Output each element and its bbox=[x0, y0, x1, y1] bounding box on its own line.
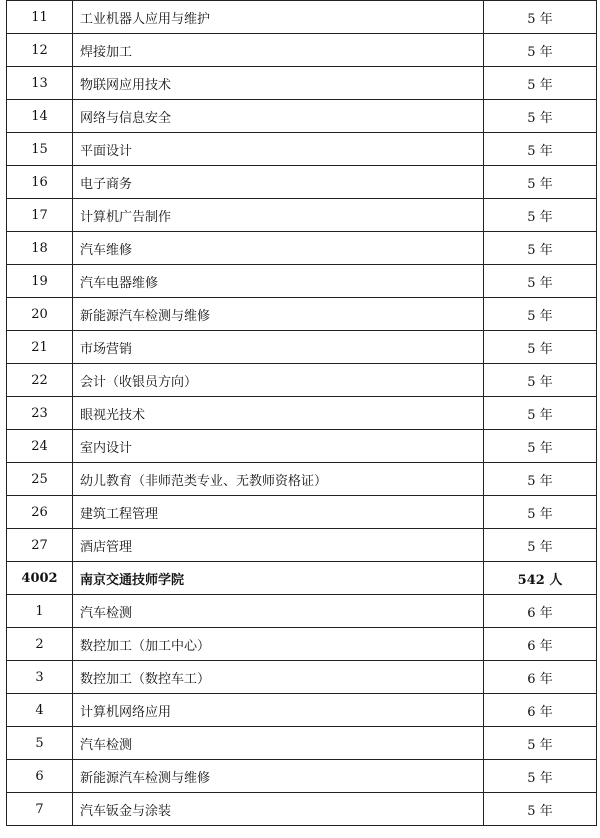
table-row bbox=[7, 793, 597, 826]
duration-cell: 542 人 bbox=[484, 562, 597, 595]
row-number-cell: 23 bbox=[7, 397, 73, 430]
table-row bbox=[7, 727, 597, 760]
duration-cell: 5 年 bbox=[484, 430, 597, 463]
duration-cell: 5 年 bbox=[484, 133, 597, 166]
table-row bbox=[7, 331, 597, 364]
duration-cell: 5 年 bbox=[484, 199, 597, 232]
table-row bbox=[7, 298, 597, 331]
major-name-cell: 酒店管理 bbox=[73, 529, 484, 562]
major-name-cell: 新能源汽车检测与维修 bbox=[73, 760, 484, 793]
row-number-cell: 24 bbox=[7, 430, 73, 463]
majors-table bbox=[6, 0, 597, 826]
row-number-cell: 16 bbox=[7, 166, 73, 199]
row-number-cell: 20 bbox=[7, 298, 73, 331]
row-number-cell: 4002 bbox=[7, 562, 73, 595]
duration-cell: 5 年 bbox=[484, 793, 597, 826]
major-name-cell: 数控加工（加工中心） bbox=[73, 628, 484, 661]
duration-cell: 5 年 bbox=[484, 34, 597, 67]
table-row bbox=[7, 1, 597, 34]
duration-cell: 5 年 bbox=[484, 232, 597, 265]
duration-cell: 5 年 bbox=[484, 760, 597, 793]
duration-cell: 6 年 bbox=[484, 628, 597, 661]
major-name-cell: 焊接加工 bbox=[73, 34, 484, 67]
table-row bbox=[7, 364, 597, 397]
major-name-cell: 汽车电器维修 bbox=[73, 265, 484, 298]
row-number-cell: 3 bbox=[7, 661, 73, 694]
table-row bbox=[7, 265, 597, 298]
table-row bbox=[7, 760, 597, 793]
table-row bbox=[7, 67, 597, 100]
duration-cell: 5 年 bbox=[484, 1, 597, 34]
row-number-cell: 21 bbox=[7, 331, 73, 364]
row-number-cell: 27 bbox=[7, 529, 73, 562]
duration-cell: 5 年 bbox=[484, 463, 597, 496]
duration-cell: 5 年 bbox=[484, 166, 597, 199]
table-body bbox=[7, 1, 597, 826]
major-name-cell: 会计（收银员方向） bbox=[73, 364, 484, 397]
row-number-cell: 2 bbox=[7, 628, 73, 661]
duration-cell: 6 年 bbox=[484, 595, 597, 628]
row-number-cell: 19 bbox=[7, 265, 73, 298]
major-name-cell: 物联网应用技术 bbox=[73, 67, 484, 100]
row-number-cell: 5 bbox=[7, 727, 73, 760]
major-name-cell: 市场营销 bbox=[73, 331, 484, 364]
major-name-cell: 建筑工程管理 bbox=[73, 496, 484, 529]
row-number-cell: 26 bbox=[7, 496, 73, 529]
duration-cell: 5 年 bbox=[484, 529, 597, 562]
major-name-cell: 汽车钣金与涂装 bbox=[73, 793, 484, 826]
duration-cell: 5 年 bbox=[484, 331, 597, 364]
table-row bbox=[7, 496, 597, 529]
row-number-cell: 11 bbox=[7, 1, 73, 34]
row-number-cell: 4 bbox=[7, 694, 73, 727]
duration-cell: 5 年 bbox=[484, 364, 597, 397]
row-number-cell: 14 bbox=[7, 100, 73, 133]
duration-cell: 6 年 bbox=[484, 694, 597, 727]
major-name-cell: 汽车维修 bbox=[73, 232, 484, 265]
table-row bbox=[7, 232, 597, 265]
row-number-cell: 6 bbox=[7, 760, 73, 793]
row-number-cell: 18 bbox=[7, 232, 73, 265]
major-name-cell: 眼视光技术 bbox=[73, 397, 484, 430]
major-name-cell: 平面设计 bbox=[73, 133, 484, 166]
duration-cell: 5 年 bbox=[484, 727, 597, 760]
table-row bbox=[7, 628, 597, 661]
row-number-cell: 13 bbox=[7, 67, 73, 100]
duration-cell: 5 年 bbox=[484, 100, 597, 133]
major-name-cell: 数控加工（数控车工） bbox=[73, 661, 484, 694]
row-number-cell: 22 bbox=[7, 364, 73, 397]
row-number-cell: 17 bbox=[7, 199, 73, 232]
duration-cell: 5 年 bbox=[484, 265, 597, 298]
duration-cell: 6 年 bbox=[484, 661, 597, 694]
major-name-cell: 网络与信息安全 bbox=[73, 100, 484, 133]
row-number-cell: 15 bbox=[7, 133, 73, 166]
table-row bbox=[7, 694, 597, 727]
table-row bbox=[7, 661, 597, 694]
table-row bbox=[7, 397, 597, 430]
school-row bbox=[7, 562, 597, 595]
table-row bbox=[7, 34, 597, 67]
duration-cell: 5 年 bbox=[484, 67, 597, 100]
table-row bbox=[7, 133, 597, 166]
major-name-cell: 电子商务 bbox=[73, 166, 484, 199]
major-name-cell: 工业机器人应用与维护 bbox=[73, 1, 484, 34]
major-name-cell: 汽车检测 bbox=[73, 727, 484, 760]
duration-cell: 5 年 bbox=[484, 298, 597, 331]
major-name-cell: 汽车检测 bbox=[73, 595, 484, 628]
table-row bbox=[7, 166, 597, 199]
duration-cell: 5 年 bbox=[484, 496, 597, 529]
row-number-cell: 7 bbox=[7, 793, 73, 826]
duration-cell: 5 年 bbox=[484, 397, 597, 430]
major-name-cell: 计算机网络应用 bbox=[73, 694, 484, 727]
table-row bbox=[7, 595, 597, 628]
table-row bbox=[7, 430, 597, 463]
major-name-cell: 南京交通技师学院 bbox=[73, 562, 484, 595]
major-name-cell: 新能源汽车检测与维修 bbox=[73, 298, 484, 331]
major-name-cell: 室内设计 bbox=[73, 430, 484, 463]
row-number-cell: 25 bbox=[7, 463, 73, 496]
row-number-cell: 12 bbox=[7, 34, 73, 67]
table-row bbox=[7, 529, 597, 562]
major-name-cell: 计算机广告制作 bbox=[73, 199, 484, 232]
major-name-cell: 幼儿教育（非师范类专业、无教师资格证） bbox=[73, 463, 484, 496]
table-row bbox=[7, 199, 597, 232]
table-row bbox=[7, 463, 597, 496]
table-row bbox=[7, 100, 597, 133]
row-number-cell: 1 bbox=[7, 595, 73, 628]
